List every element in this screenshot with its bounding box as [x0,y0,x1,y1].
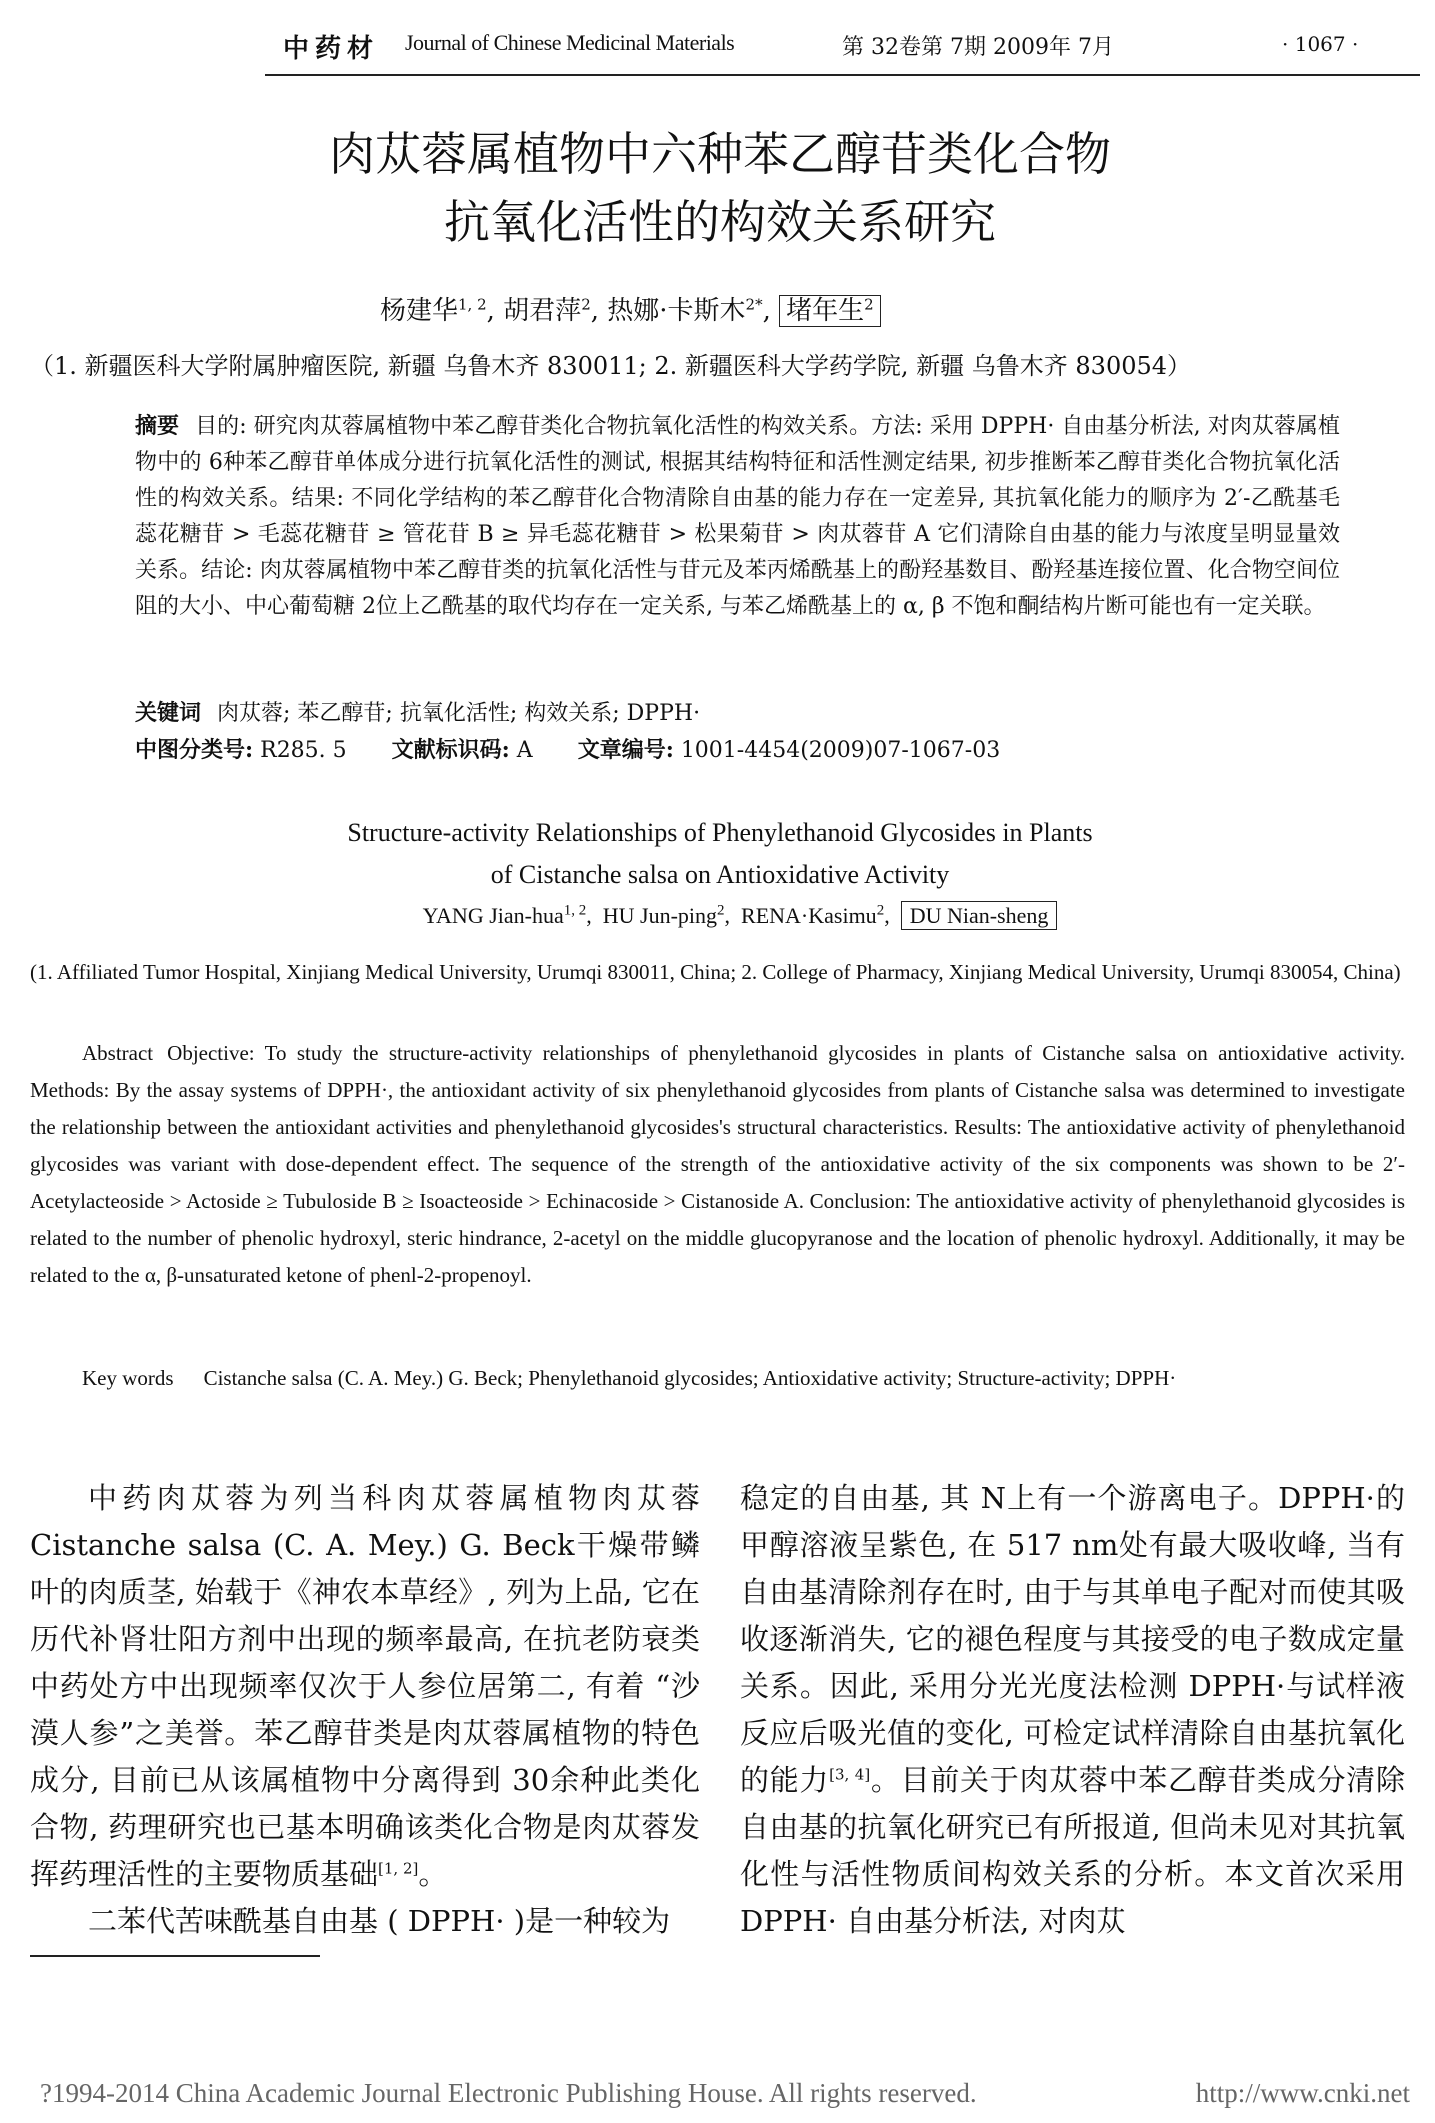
author-affil-sup: 2 [864,295,874,314]
body-paragraph: 中药肉苁蓉为列当科肉苁蓉属植物肉苁蓉 Cistanche salsa (C. A. Mey.) G. Beck干燥带鳞叶的肉质茎, 始载于《神农本草经》, 列为上品, 它在历代补肾壮阳方剂中出现的频率最高, 在抗老防衰类中药处方中出现频率仅次于人参位居第二, 有着 “沙漠人参”之美誉。苯乙醇苷类是肉苁蓉属植物的特色成分, 目前已从该属植物中分离得到 30余种此类化合物, 药理研究也已基本明确该类化合物是肉苁蓉发挥药理活性的主要物质基础[1, 2]。 [30,1481,700,1891]
abstract-en-label: Abstract [82,1041,154,1065]
abstract-cn-text: 目的: 研究肉苁蓉属植物中苯乙醇苷类化合物抗氧化活性的构效关系。方法: 采用 DPPH· 自由基分析法, 对肉苁蓉属植物中的 6种苯乙醇苷单体成分进行抗氧化活性的测试, 根据其结构特征和活性测定结果, 初步推断苯乙醇苷类化合物抗氧化活性的构效关系。结果: 不同化学结构的苯乙醇苷化合物清除自由基的能力存在一定差异, 其抗氧化能力的顺序为 2′-乙酰基毛蕊花糖苷 > 毛蕊花糖苷 ≥ 管花苷 B ≥ 异毛蕊花糖苷 > 松果菊苷 > 肉苁蓉苷 A 它们清除自由基的能力与浓度呈明显量效关系。结论: 肉苁蓉属植物中苯乙醇苷类的抗氧化活性与苷元及苯丙烯酰基上的酚羟基数目、酚羟基连接位置、化合物空间位阻的大小、中心葡萄糖 2位上乙酰基的取代均存在一定关系, 与苯乙烯酰基上的 α, β 不饱和酮结构片断可能也有一定关联。 [135,414,1340,619]
abstract-cn [135,408,1340,625]
author-name-en: YANG Jian-hua [422,903,564,928]
keywords-cn [135,696,1340,727]
issue-info: 第 32卷第 7期 2009年 7月 [842,35,1114,60]
citation-ref: [3, 4] [829,1765,871,1784]
affiliation-en: (1. Affiliated Tumor Hospital, Xinjiang Medical University, Urumqi 830011, China; 2. College of Pharmacy, Xinjiang Medical University, Urumqi 830054, China) [30,960,1401,984]
title-line-2: 抗氧化活性的构效关系研究 [444,195,996,249]
page-number: · 1067 · [1282,32,1359,56]
author-name: 胡君萍 [503,296,582,326]
body-paragraph: 稳定的自由基, 其 N上有一个游离电子。DPPH·的甲醇溶液呈紫色, 在 517 nm处有最大吸收峰, 当有自由基清除剂存在时, 由于与其单电子配对而使其吸收逐渐消失, 它的褪色程度与其接受的电子数成定量关系。因此, 采用分光光度法检测 DPPH·与试样液反应后吸光值的变化, 可检定试样清除自由基抗氧化的能力[3, 4]。目前关于肉苁蓉中苯乙醇苷类成分清除自由基的抗氧化研究已有所报道, 但尚未见对其抗氧化性与活性物质间构效关系的分析。本文首次采用 DPPH· 自由基分析法, 对肉苁 [740,1481,1405,1938]
author-name: 堵年生 [786,296,865,326]
author-affil-sup: 2* [745,295,763,314]
author-affil-sup: 2 [876,902,885,919]
keywords-en-text: Cistanche salsa (C. A. Mey.) G. Beck; Phenylethanoid glycosides; Antioxidative activity; Structure-activity; DPPH· [203,1366,1177,1390]
clc-label: 中图分类号: [135,737,254,763]
copyright-footer [40,2078,1410,2109]
author-name: 杨建华 [380,296,459,326]
author-name-en: RENA·Kasimu [741,903,877,928]
abstract-en-text: Objective: To study the structure-activity relationships of phenylethanoid glycosides in plants of Cistanche salsa on antioxidative activity. Methods: By the assay systems of DPPH·, the antioxidant activity of six phenylethanoid glycosides from plants of Cistanche salsa was determined to investigate the relationship between the antioxidant activities and phenylethanoid glycosides's structural characteristics. Results: The antioxidative activity of phenylethanoid glycosides was variant with dose-dependent effect. The sequence of the strength of the antioxidative activity of the six components was shown to be 2′-Acetylacteoside > Actoside ≥ Tubuloside B ≥ Isoacteoside > Echinacoside > Cistanoside A. Conclusion: The antioxidative activity of phenylethanoid glycosides is related to the number of phenolic hydroxyl, steric hindrance, 2-acetyl on the middle glucopyranose and the location of phenolic hydroxyl. Additionally, it may be related to the α, β-unsaturated ketone of phenl-2-propenoyl. [30,1041,1405,1287]
title-en-line-2: of Cistanche salsa on Antioxidative Activity [490,860,950,889]
author-name-boxed [779,295,881,327]
header-rule [265,74,1420,76]
copyright-text: ?1994-2014 China Academic Journal Electronic Publishing House. All rights reserved. [40,2078,977,2108]
authors-en: YANG Jian-hua$^{1, 2}$, HU Jun-ping$^2$, RENA·Kasimu$^2$, DU Nian-sheng [240,903,1240,929]
doc-code-value: A [516,738,533,763]
article-number-label: 文章编号: [577,737,674,763]
author-affil-sup: 2 [581,295,591,314]
author-affil-sup: 2 [717,902,725,919]
clc-value: R285. 5 [260,738,347,763]
abstract-cn-label: 摘要 [135,413,180,439]
body-column-right [740,1475,1405,1945]
classification-line [135,733,1340,764]
paper-title-en [170,812,1270,896]
keywords-en-label: Key words [82,1366,174,1390]
citation-ref: [1, 2] [378,1859,419,1878]
body-paragraph: 二苯代苦味酰基自由基 ( DPPH· )是一种较为 [88,1904,671,1938]
keywords-cn-label: 关键词 [135,700,202,726]
affiliation-cn: （1. 新疆医科大学附属肿瘤医院, 新疆 乌鲁木齐 830011; 2. 新疆医科大学药学院, 新疆 乌鲁木齐 830054） [30,352,1192,380]
abstract-en [30,1035,1405,1294]
footnote-rule [30,1955,320,1957]
author-name-en-boxed: DU Nian-sheng [901,901,1058,930]
author-affil-sup: 1, 2 [458,295,487,314]
keywords-cn-text: 肉苁蓉; 苯乙醇苷; 抗氧化活性; 构效关系; DPPH· [217,701,701,726]
journal-logo: 中药材 [283,34,380,64]
author-name: 热娜·卡斯木 [607,296,746,326]
article-number-value: 1001-4454(2009)07-1067-03 [680,738,1001,763]
title-line-1: 肉苁蓉属植物中六种苯乙醇苷类化合物 [329,127,1111,181]
title-en-line-1: Structure-activity Relationships of Phenylethanoid Glycosides in Plants [347,818,1093,847]
paper-title [220,120,1220,256]
journal-name: Journal of Chinese Medicinal Materials [405,30,735,55]
cnki-url[interactable]: http://www.cnki.net [1195,2078,1410,2108]
keywords-en [30,1360,1405,1397]
doc-code-label: 文献标识码: [391,737,510,763]
author-affil-sup: 1, 2 [563,902,587,919]
body-column-left [30,1475,700,1945]
author-name-en: HU Jun-ping [602,903,718,928]
authors-cn: 杨建华$^{1, 2}$, 胡君萍$^2$, 热娜·卡斯木$^{2*}$, 堵年生$^2$ [380,290,1200,327]
